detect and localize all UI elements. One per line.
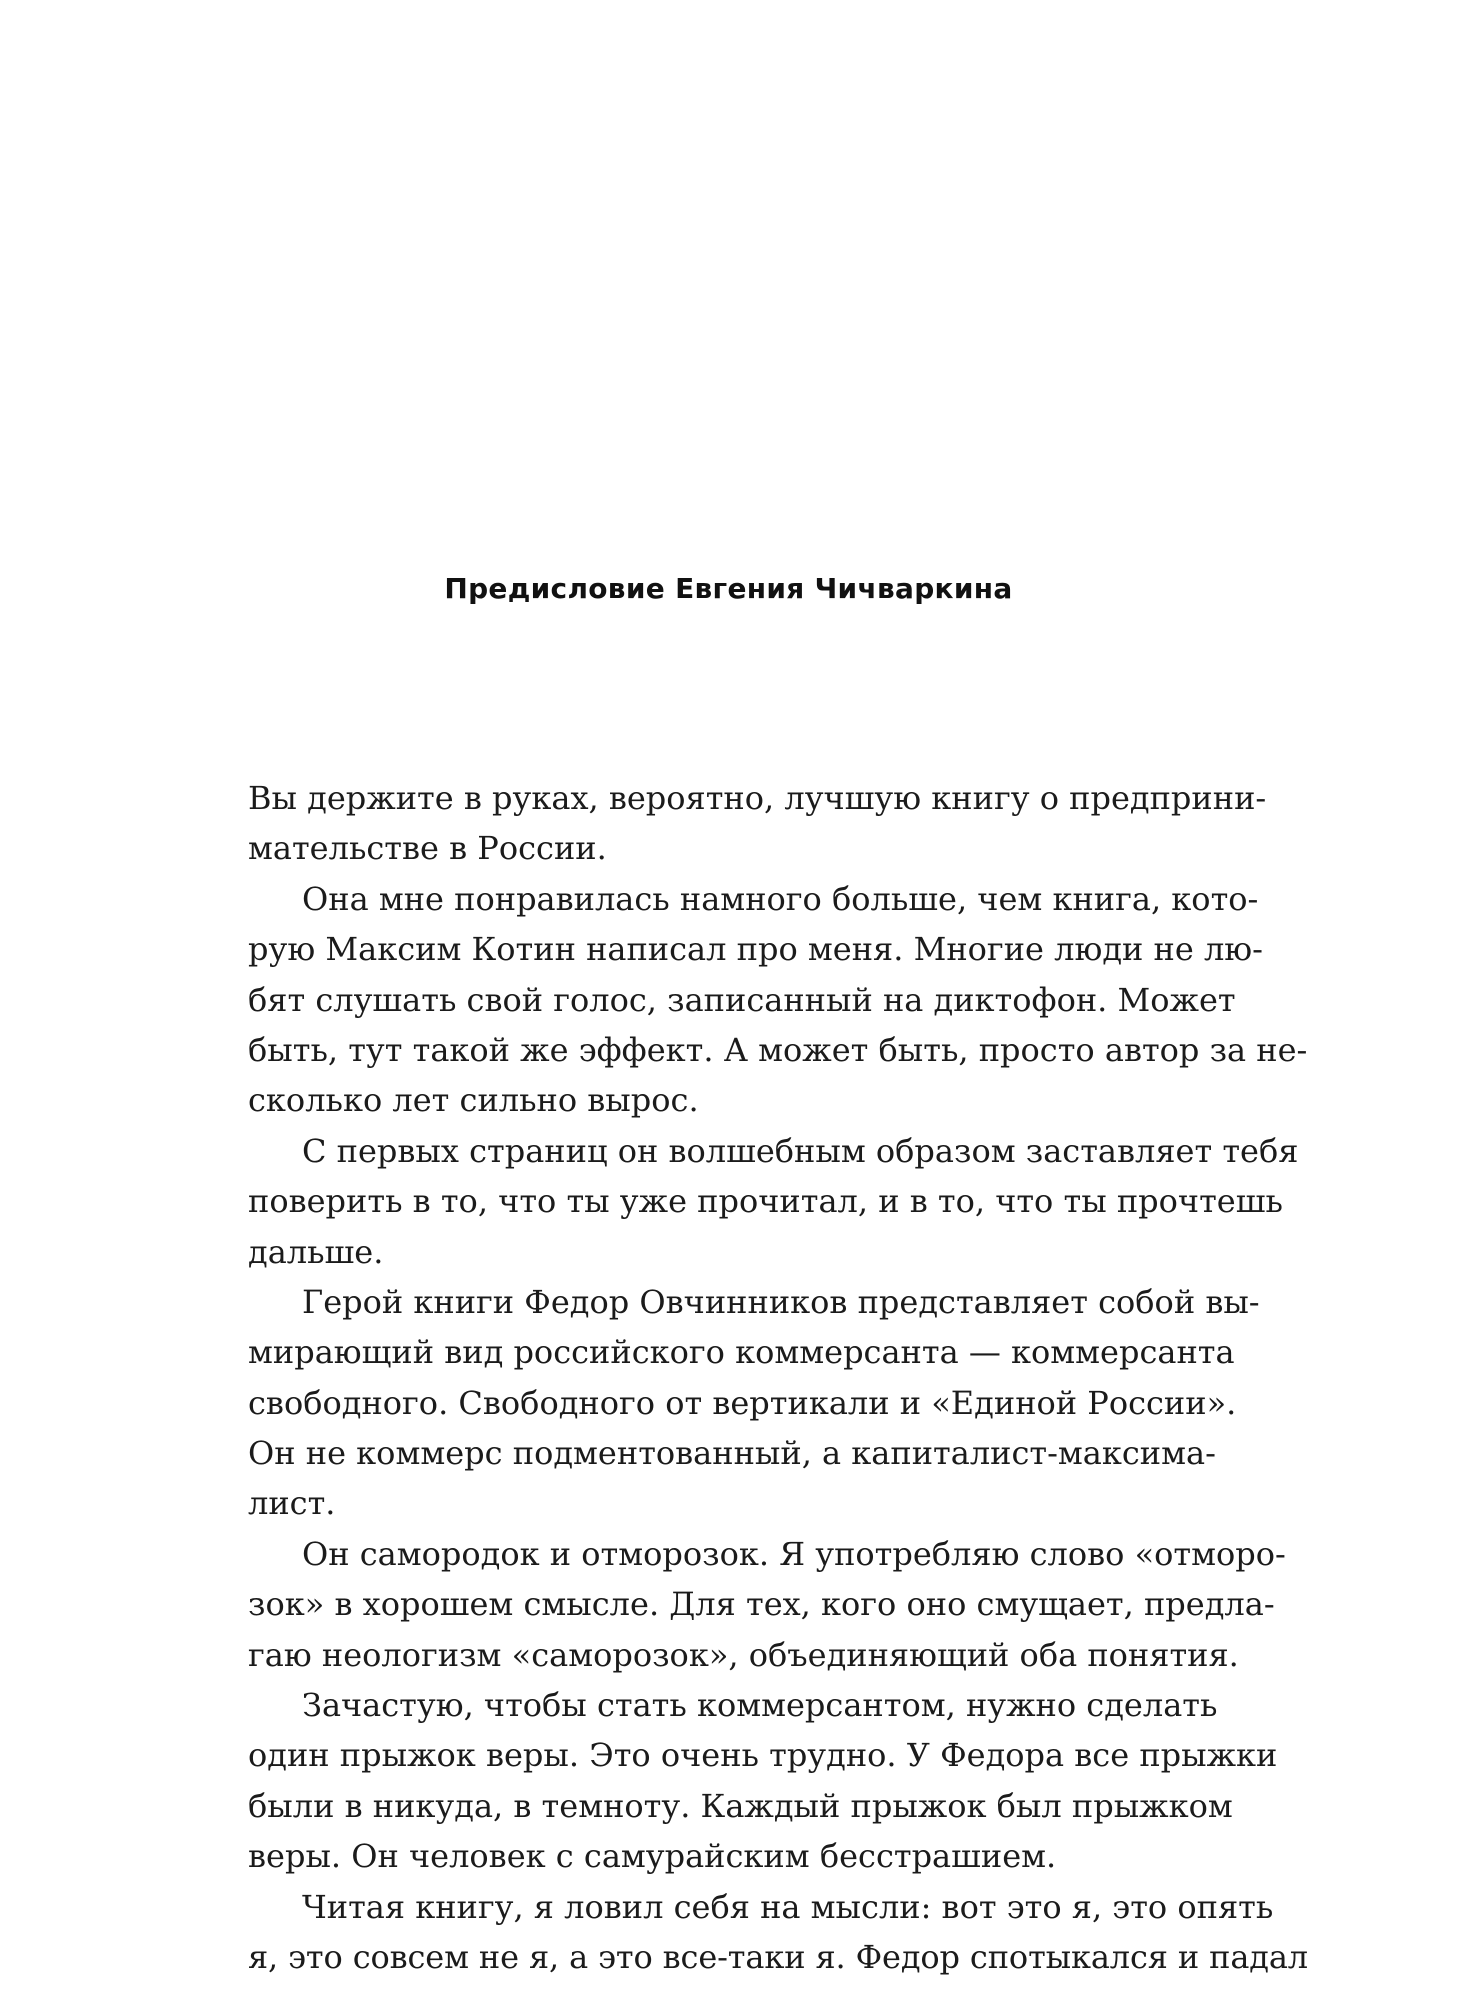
text-line: были в никуда, в темноту. Каждый прыжок был прыжком [248,1786,1233,1825]
text-line: Она мне понравилась намного больше, чем книга, кото- [302,879,1259,918]
text-line: Читая книгу, я ловил себя на мысли: вот это я, это опять [302,1887,1274,1926]
body-text [248,773,1308,1982]
text-line: поверить в то, что ты уже прочитал, и в то, что ты прочтешь [248,1182,1283,1221]
text-line: веры. Он человек с самурайским бесстрашием. [248,1837,1057,1876]
text-line: лист. [248,1484,336,1523]
text-line: дальше. [248,1232,384,1271]
text-line: бят слушать свой голос, записанный на диктофон. Может [248,980,1236,1019]
text-line: С первых страниц он волшебным образом заставляет тебя [302,1131,1299,1170]
text-line: рую Максим Котин написал про меня. Многие люди не лю- [248,930,1263,969]
text-line: Он самородок и отморозок. Я употребляю слово «отморо- [302,1534,1286,1573]
text-line: один прыжок веры. Это очень трудно. У Федора все прыжки [248,1736,1278,1775]
text-line: мирающий вид российского коммерсанта — коммерсанта [248,1333,1235,1372]
text-line: зок» в хорошем смысле. Для тех, кого оно смущает, предла- [248,1585,1275,1624]
text-line: Зачастую, чтобы стать коммерсантом, нужно сделать [302,1686,1218,1725]
chapter-heading: Предисловие Евгения Чичваркина [444,572,1013,605]
text-line: Он не коммерс подментованный, а капиталист-максима- [248,1434,1216,1473]
text-line: быть, тут такой же эффект. А может быть, просто автор за не- [248,1030,1308,1069]
text-line: Герой книги Федор Овчинников представляет собой вы- [302,1282,1260,1321]
text-line: гаю неологизм «саморозок», объединяющий оба понятия. [248,1635,1239,1674]
text-line: мательстве в России. [248,829,607,868]
text-line: Вы держите в руках, вероятно, лучшую книгу о предприни- [248,779,1267,817]
text-line: сколько лет сильно вырос. [248,1081,699,1120]
text-line: свободного. Свободного от вертикали и «Единой России». [248,1383,1237,1422]
text-line: я, это совсем не я, а это все-таки я. Федор спотыкался и падал [248,1937,1309,1976]
